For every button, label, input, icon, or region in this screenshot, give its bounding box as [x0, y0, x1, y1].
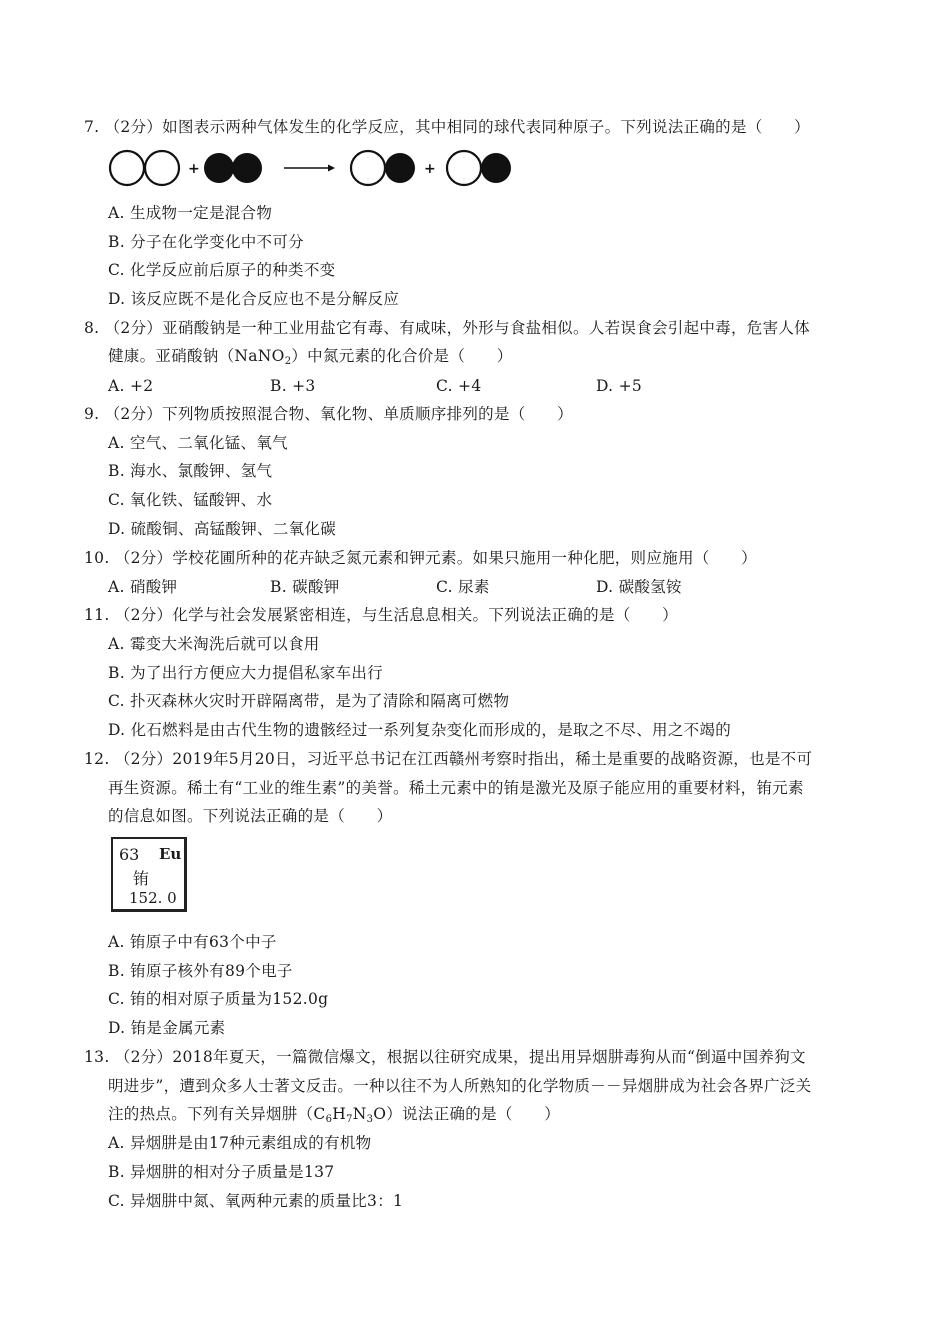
reaction-diagram — [106, 146, 526, 192]
q10-option-b: B. 碳酸钾 — [270, 578, 340, 596]
product-molecule-1 — [351, 151, 415, 185]
q7-option-b: B. 分子在化学变化中不可分 — [108, 233, 304, 251]
element-symbol: Eu — [159, 845, 182, 863]
question-13-stem: 13. （2分）2018年夏天，一篇微信爆文，根据以往研究成果，提出用异烟肼毒狗从而“倒逼中国养狗文 — [84, 1048, 806, 1066]
q12-option-d: D. 铕是金属元素 — [108, 1019, 226, 1037]
plus-sign-2: + — [424, 161, 436, 177]
element-name: 铕 — [133, 869, 150, 888]
reactant-black-molecule — [204, 153, 262, 183]
question-12-stem-cont-2: 的信息如图。下列说法正确的是（ ） — [108, 807, 393, 825]
q9-option-a: A. 空气、二氧化锰、氧气 — [108, 434, 288, 452]
q8-option-a: A. +2 — [108, 377, 154, 395]
q9-option-c: C. 氧化铁、锰酸钾、水 — [108, 491, 273, 509]
question-12-stem: 12. （2分）2019年5月20日，习近平总书记在江西赣州考察时指出，稀土是重要的战略资源，也是不可 — [84, 750, 813, 768]
q8-options-row — [108, 376, 868, 396]
q9-option-b: B. 海水、氯酸钾、氢气 — [108, 462, 273, 480]
reactant-white-molecule — [110, 151, 179, 185]
q11-option-a: A. 霉变大米淘洗后就可以食用 — [108, 635, 320, 653]
question-13-stem-cont-2: 注的热点。下列有关异烟肼$(C_6H_7N_3O)$说法正确的是（ ） — [108, 1105, 561, 1125]
q13-option-a: A. 异烟肼是由17种元素组成的有机物 — [108, 1134, 372, 1152]
q10-option-a: A. 硝酸钾 — [108, 578, 178, 596]
q10-option-c: C. 尿素 — [436, 578, 490, 596]
product-molecule-2 — [447, 151, 511, 185]
q7-option-d: D. 该反应既不是化合反应也不是分解反应 — [108, 290, 400, 308]
q8-option-d: D. +5 — [596, 377, 643, 395]
question-8-stem-cont: 健康。亚硝酸钠（NaNO$_2$）中氮元素的化合价是（ ） — [108, 347, 513, 367]
atomic-number: 63 — [119, 845, 140, 864]
q8-option-c: C. +4 — [436, 377, 482, 395]
q13-option-b: B. 异烟肼的相对分子质量是137 — [108, 1163, 335, 1181]
q7-option-a: A. 生成物一定是混合物 — [108, 204, 273, 222]
q10-options-row — [108, 577, 868, 597]
q11-option-c: C. 扑灭森林火灾时开辟隔离带，是为了清除和隔离可燃物 — [108, 692, 510, 710]
q7-option-c: C. 化学反应前后原子的种类不变 — [108, 261, 336, 279]
question-8-stem: 8. （2分）亚硝酸钠是一种工业用盐它有毒、有咸味，外形与食盐相似。人若误食会引起中毒，危害人体 — [84, 319, 810, 337]
q12-option-b: B. 铕原子核外有89个电子 — [108, 962, 293, 980]
q10-option-d: D. 碳酸氢铵 — [596, 578, 682, 596]
question-13-stem-cont-1: 明进步”，遭到众多人士著文反击。一种以往不为人所熟知的化学物质－－异烟肼成为社会各界广泛关 — [108, 1077, 812, 1095]
reaction-arrow — [284, 165, 335, 172]
q12-option-a: A. 铕原子中有63个中子 — [108, 933, 277, 951]
q13-option-c: C. 异烟肼中氮、氧两种元素的质量比3：1 — [108, 1192, 404, 1210]
atomic-mass: 152. 0 — [129, 889, 177, 907]
q11-option-d: D. 化石燃料是由古代生物的遗骸经过一系列复杂变化而形成的，是取之不尽、用之不竭的 — [108, 721, 732, 739]
europium-element-card — [111, 837, 187, 912]
q12-option-c: C. 铕的相对原子质量为152.0g — [108, 990, 329, 1008]
q11-option-b: B. 为了出行方便应大力提倡私家车出行 — [108, 664, 383, 682]
question-7-stem: 7. （2分）如图表示两种气体发生的化学反应，其中相同的球代表同种原子。下列说法正确的是（ ） — [84, 118, 810, 136]
question-9-stem: 9. （2分）下列物质按照混合物、氧化物、单质顺序排列的是（ ） — [84, 405, 573, 423]
question-12-stem-cont-1: 再生资源。稀土有“工业的维生素”的美誉。稀土元素中的铕是激光及原子能应用的重要材料，铕元素 — [108, 779, 804, 797]
plus-sign-1: + — [188, 161, 200, 177]
q8-option-b: B. +3 — [270, 377, 316, 395]
question-11-stem: 11. （2分）化学与社会发展紧密相连，与生活息息相关。下列说法正确的是（ ） — [84, 606, 678, 624]
q9-option-d: D. 硫酸铜、高锰酸钾、二氧化碳 — [108, 520, 337, 538]
question-10-stem: 10. （2分）学校花圃所种的花卉缺乏氮元素和钾元素。如果只施用一种化肥，则应施用（ ） — [84, 549, 757, 567]
